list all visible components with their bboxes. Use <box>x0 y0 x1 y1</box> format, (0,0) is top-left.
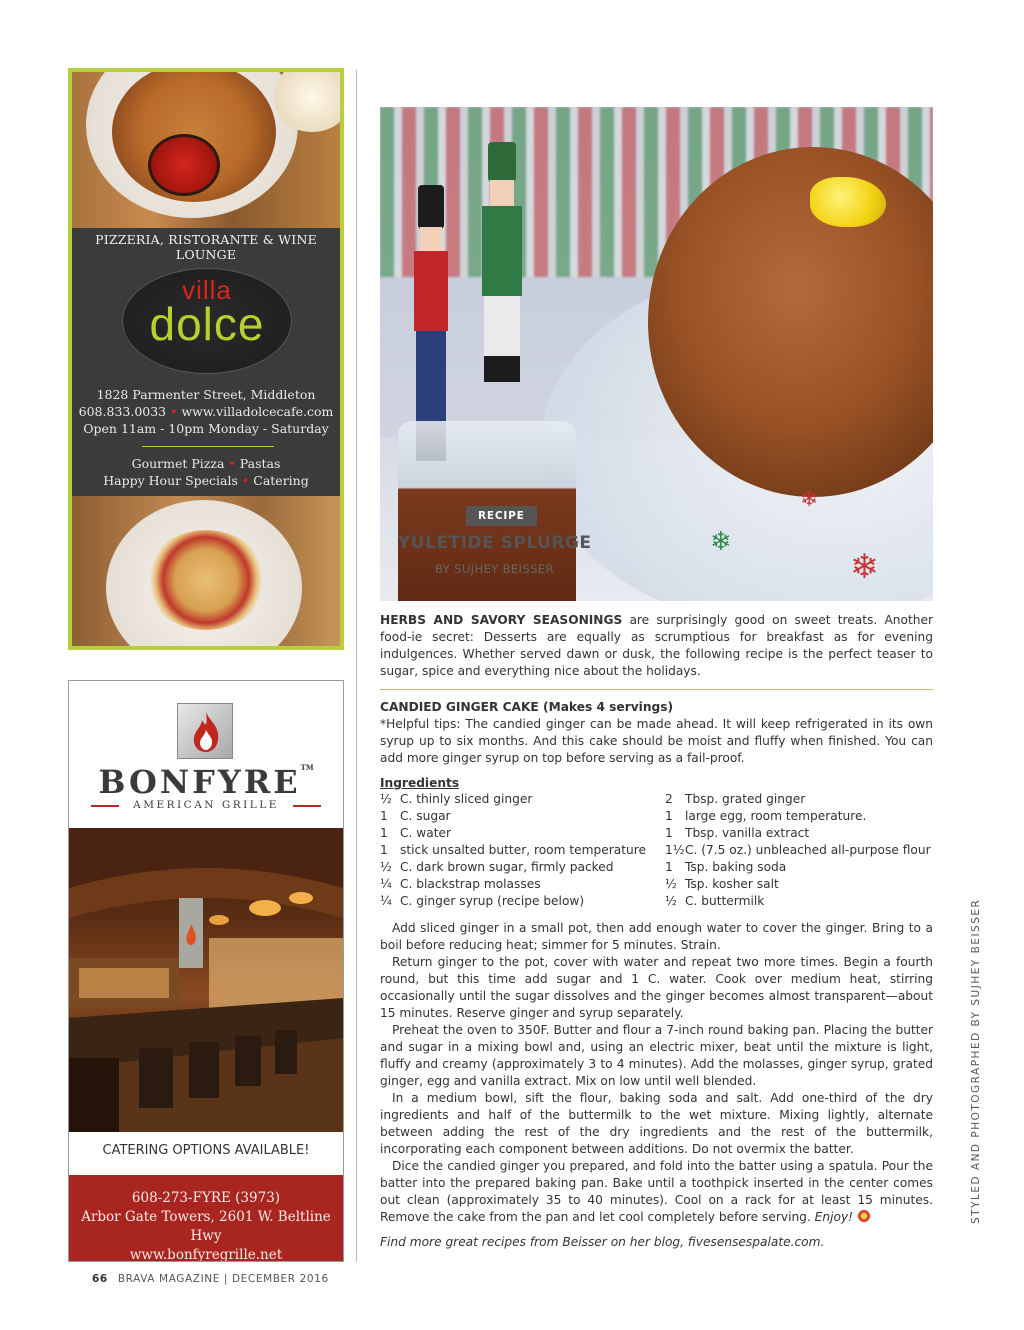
ingredient-name: C. sugar <box>400 809 451 823</box>
ingredient-name: Tsp. baking soda <box>685 860 787 874</box>
ingredient-quantity: 1 <box>380 826 388 840</box>
ingredient-item <box>665 791 931 808</box>
ingredient-name: C. ginger syrup (recipe below) <box>400 894 585 908</box>
divider <box>142 446 274 447</box>
snowflake-icon: ❄ <box>710 527 732 557</box>
method-step-text: Dice the candied ginger you prepared, and fold into the batter using a spatula. Pour the batter into the prepared baking pan. Bake until a toothpick inserted in the center comes out clean (approximately 35 to 40 minutes). Cool on a rack for at least 15 minutes. Remove the cake from the pan and let cool completely before serving. <box>380 1159 933 1224</box>
villa-tagline: PIZZERIA, RISTORANTE & WINE LOUNGE <box>95 232 317 262</box>
article-title: YULETIDE SPLURGE <box>398 533 592 553</box>
ingredient-quantity: ¼ <box>380 877 392 891</box>
ingredient-name: large egg, room temperature. <box>685 809 867 823</box>
restaurant-interior-photo <box>69 828 343 1132</box>
trademark: TM <box>300 763 314 772</box>
ingredient-item <box>665 842 931 859</box>
method-step: Return ginger to the pot, cover with water and repeat two more times. Begin a fourth round, but this time add sugar and 1 C. water. Cook over medium heat, stirring occasionally until the sugar dissolves and the ginger becomes almost transparent—about 15 minutes. Reserve ginger and syrup separately. <box>380 955 933 1020</box>
bonfyre-contact-band <box>69 1175 343 1262</box>
recipe-tips: *Helpful tips: The candied ginger can be made ahead. It will keep refrigerated in its own syrup up to six months. And this cake should be moist and fluffy when finished. You can add more ginger syrup on top before serving as a fail-proof. <box>380 717 933 765</box>
bonfyre-subtitle: AMERICAN GRILLE <box>91 799 321 811</box>
ingredient-item <box>380 842 646 859</box>
ingredient-item <box>380 893 646 910</box>
flower-icon <box>857 1209 871 1223</box>
ingredient-item <box>665 808 931 825</box>
method-step: Add sliced ginger in a small pot, then add enough water to cover the ginger. Bring to a boil before reducing heat; simmer for 5 minutes. Strain. <box>380 921 933 952</box>
offer-catering: Catering <box>253 473 309 488</box>
photo-credit: STYLED AND PHOTOGRAPHED BY SUJHEY BEISSER <box>970 898 982 1224</box>
villa-hours: Open 11am - 10pm Monday - Saturday <box>83 421 329 436</box>
ingredients-list-left <box>380 791 646 910</box>
bonfyre-wordmark: BONFYRE <box>98 763 301 801</box>
enjoy-text: Enjoy! <box>814 1210 854 1224</box>
bonfyre-ad <box>68 680 344 1262</box>
offer-pastas: Pastas <box>239 456 281 471</box>
ingredient-quantity: 1 <box>665 860 673 874</box>
ingredient-item <box>380 791 646 808</box>
ingredient-quantity: ¼ <box>380 894 392 908</box>
ingredient-name: C. dark brown sugar, firmly packed <box>400 860 614 874</box>
candied-ginger-topping <box>810 177 886 227</box>
intro-body: are surprisingly good on sweet treats. Another food-ie secret: Desserts are equally as scrumptious for breakfast as for evening indulgences. Whether served dawn or dusk, the following recipe is the perfect teaser to sugar, spice and everything nice about the holidays. <box>380 613 933 678</box>
calamari-photo <box>72 72 340 228</box>
publication-info: BRAVA MAGAZINE | DECEMBER 2016 <box>117 1273 329 1285</box>
villa-offers-1 <box>72 455 340 472</box>
cake-hero-photo <box>380 107 933 601</box>
method-step: Preheat the oven to 350F. Butter and flour a 7-inch round baking pan. Placing the butter and sugar in a mixing bowl and, using an electric mixer, beat until the mixture is light, fluffy and creamy (approximately 3 to 4 minutes). Add the molasses, ginger syrup, grated ginger, egg and vanilla extract. Mix on low until well blended. <box>380 1023 933 1088</box>
blog-reference: Find more great recipes from Beisser on her blog, fivesensespalate.com. <box>380 1235 825 1249</box>
ingredient-item <box>380 808 646 825</box>
offer-pizza: Gourmet Pizza <box>131 456 225 471</box>
ingredient-quantity: 2 <box>665 792 673 806</box>
bonfyre-phone: 608-273-FYRE (3973) <box>131 1190 281 1206</box>
method-step: In a medium bowl, sift the flour, baking soda and salt. Add one-third of the dry ingredients and half of the buttermilk to the wet mixture. Mixing lightly, alternate between adding the rest of the dry ingredients and the rest of the buttermilk, incorporating each component between additions. Do not overmix the batter. <box>380 1091 933 1156</box>
page-number: 66 <box>92 1273 108 1285</box>
villa-dolce-ad <box>68 68 344 650</box>
bonfyre-name <box>69 763 343 801</box>
nutcracker-figure <box>474 142 530 382</box>
ingredient-name: C. blackstrap molasses <box>400 877 541 891</box>
section-divider <box>380 689 933 690</box>
pasta-photo <box>72 496 340 646</box>
ingredient-name: C. buttermilk <box>685 894 765 908</box>
article-intro <box>380 612 933 680</box>
recipe-method <box>380 920 933 1226</box>
ingredient-item <box>665 825 931 842</box>
offer-happy-hour: Happy Hour Specials <box>103 473 238 488</box>
villa-dolce-logo <box>122 268 292 374</box>
ingredient-item <box>665 859 931 876</box>
ingredient-quantity: 1 <box>665 826 673 840</box>
ingredient-name: Tbsp. vanilla extract <box>685 826 810 840</box>
ingredient-name: Tbsp. grated ginger <box>685 792 806 806</box>
article-byline: BY SUJHEY BEISSER <box>435 562 554 576</box>
separator-dot: • <box>170 404 178 419</box>
flame-icon <box>177 703 233 759</box>
page-footer <box>92 1273 329 1285</box>
ingredient-quantity: ½ <box>665 894 677 908</box>
ingredient-quantity: 1 <box>665 809 673 823</box>
recipe-title: CANDIED GINGER CAKE (Makes 4 servings) <box>380 700 674 714</box>
ingredient-name: C. water <box>400 826 451 840</box>
ingredient-item <box>665 893 931 910</box>
ingredient-name: C. (7.5 oz.) unbleached all-purpose flour <box>685 843 931 857</box>
separator-dot: • <box>228 456 236 471</box>
ingredient-name: Tsp. kosher salt <box>685 877 779 891</box>
villa-contact <box>72 403 340 420</box>
ingredients-heading: Ingredients <box>380 776 460 790</box>
ingredient-quantity: 1½ <box>665 843 685 857</box>
ingredient-item <box>380 876 646 893</box>
villa-phone: 608.833.0033 <box>78 404 167 419</box>
ingredient-item <box>380 859 646 876</box>
ingredient-name: C. thinly sliced ginger <box>400 792 533 806</box>
ingredient-quantity: 1 <box>380 843 388 857</box>
ingredient-name: stick unsalted butter, room temperature <box>400 843 646 857</box>
ingredient-quantity: ½ <box>665 877 677 891</box>
intro-lead: HERBS AND SAVORY SEASONINGS <box>380 613 623 627</box>
recipe-badge: RECIPE <box>466 506 537 526</box>
ingredients-list-right <box>665 791 931 910</box>
villa-address: 1828 Parmenter Street, Middleton <box>96 387 316 402</box>
column-divider <box>356 70 357 1262</box>
villa-website: www.villadolcecafe.com <box>181 404 334 419</box>
ingredient-quantity: ½ <box>380 860 392 874</box>
method-step <box>380 1158 933 1226</box>
ingredient-quantity: 1 <box>380 809 388 823</box>
ingredient-quantity: ½ <box>380 792 392 806</box>
bonfyre-address: Arbor Gate Towers, 2601 W. Beltline Hwy <box>81 1209 331 1244</box>
villa-offers-2 <box>72 472 340 489</box>
snowflake-icon: ❄ <box>800 487 819 512</box>
logo-word-dolce: dolce <box>149 298 265 350</box>
logo-word-villa: villa <box>182 275 232 305</box>
catering-notice: CATERING OPTIONS AVAILABLE! <box>102 1143 310 1158</box>
ingredient-item <box>380 825 646 842</box>
snowflake-icon: ❄ <box>850 547 879 587</box>
bonfyre-website: www.bonfyregrille.net <box>129 1247 283 1262</box>
separator-dot: • <box>241 473 250 488</box>
ingredient-item <box>665 876 931 893</box>
